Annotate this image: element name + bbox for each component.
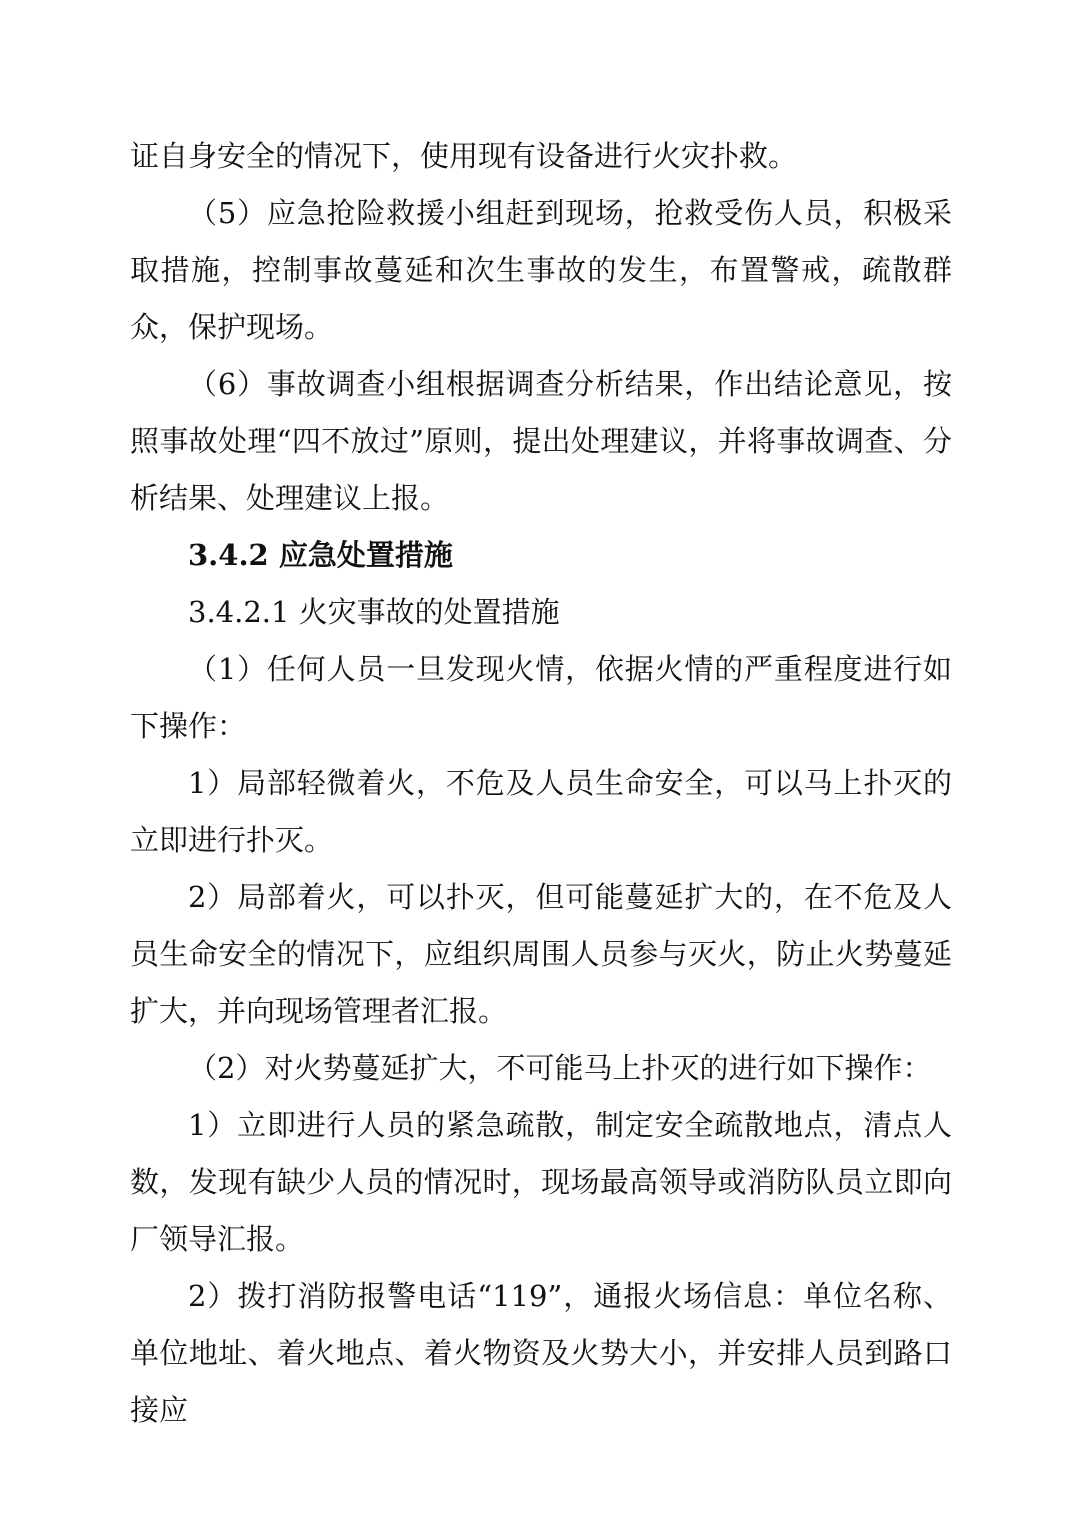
paragraph-fire-step-1: （1）任何人员一旦发现火情，依据火情的严重程度进行如下操作： bbox=[130, 652, 952, 743]
paragraph-item-5: （5）应急抢险救援小组赶到现场，抢救受伤人员，积极采取措施，控制事故蔓延和次生事故的发生，布置警戒，疏散群众，保护现场。 bbox=[130, 196, 952, 344]
paragraph-fire-step-2: （2）对火势蔓延扩大，不可能马上扑灭的进行如下操作： bbox=[188, 1051, 932, 1085]
document-body bbox=[130, 128, 952, 1439]
section-heading-3-4-2: 3.4.2 应急处置措施 bbox=[188, 538, 453, 572]
paragraph-fire-step-1-2: 2）局部着火，可以扑灭，但可能蔓延扩大的，在不危及人员生命安全的情况下，应组织周围人员参与灭火，防止火势蔓延扩大，并向现场管理者汇报。 bbox=[130, 880, 952, 1028]
paragraph-continuation: 证自身安全的情况下，使用现有设备进行火灾扑救。 bbox=[130, 139, 798, 173]
subsection-heading-3-4-2-1: 3.4.2.1 火灾事故的处置措施 bbox=[188, 595, 560, 629]
paragraph-fire-step-2-2: 2）拨打消防报警电话“119”，通报火场信息：单位名称、单位地址、着火地点、着火物资及火势大小，并安排人员到路口接应 bbox=[130, 1279, 952, 1427]
paragraph-fire-step-1-1: 1）局部轻微着火，不危及人员生命安全，可以马上扑灭的立即进行扑灭。 bbox=[130, 766, 952, 857]
paragraph-item-6: （6）事故调查小组根据调查分析结果，作出结论意见，按照事故处理“四不放过”原则，提出处理建议，并将事故调查、分析结果、处理建议上报。 bbox=[130, 367, 952, 515]
paragraph-fire-step-2-1: 1）立即进行人员的紧急疏散，制定安全疏散地点，清点人数，发现有缺少人员的情况时，现场最高领导或消防队员立即向厂领导汇报。 bbox=[130, 1108, 952, 1256]
